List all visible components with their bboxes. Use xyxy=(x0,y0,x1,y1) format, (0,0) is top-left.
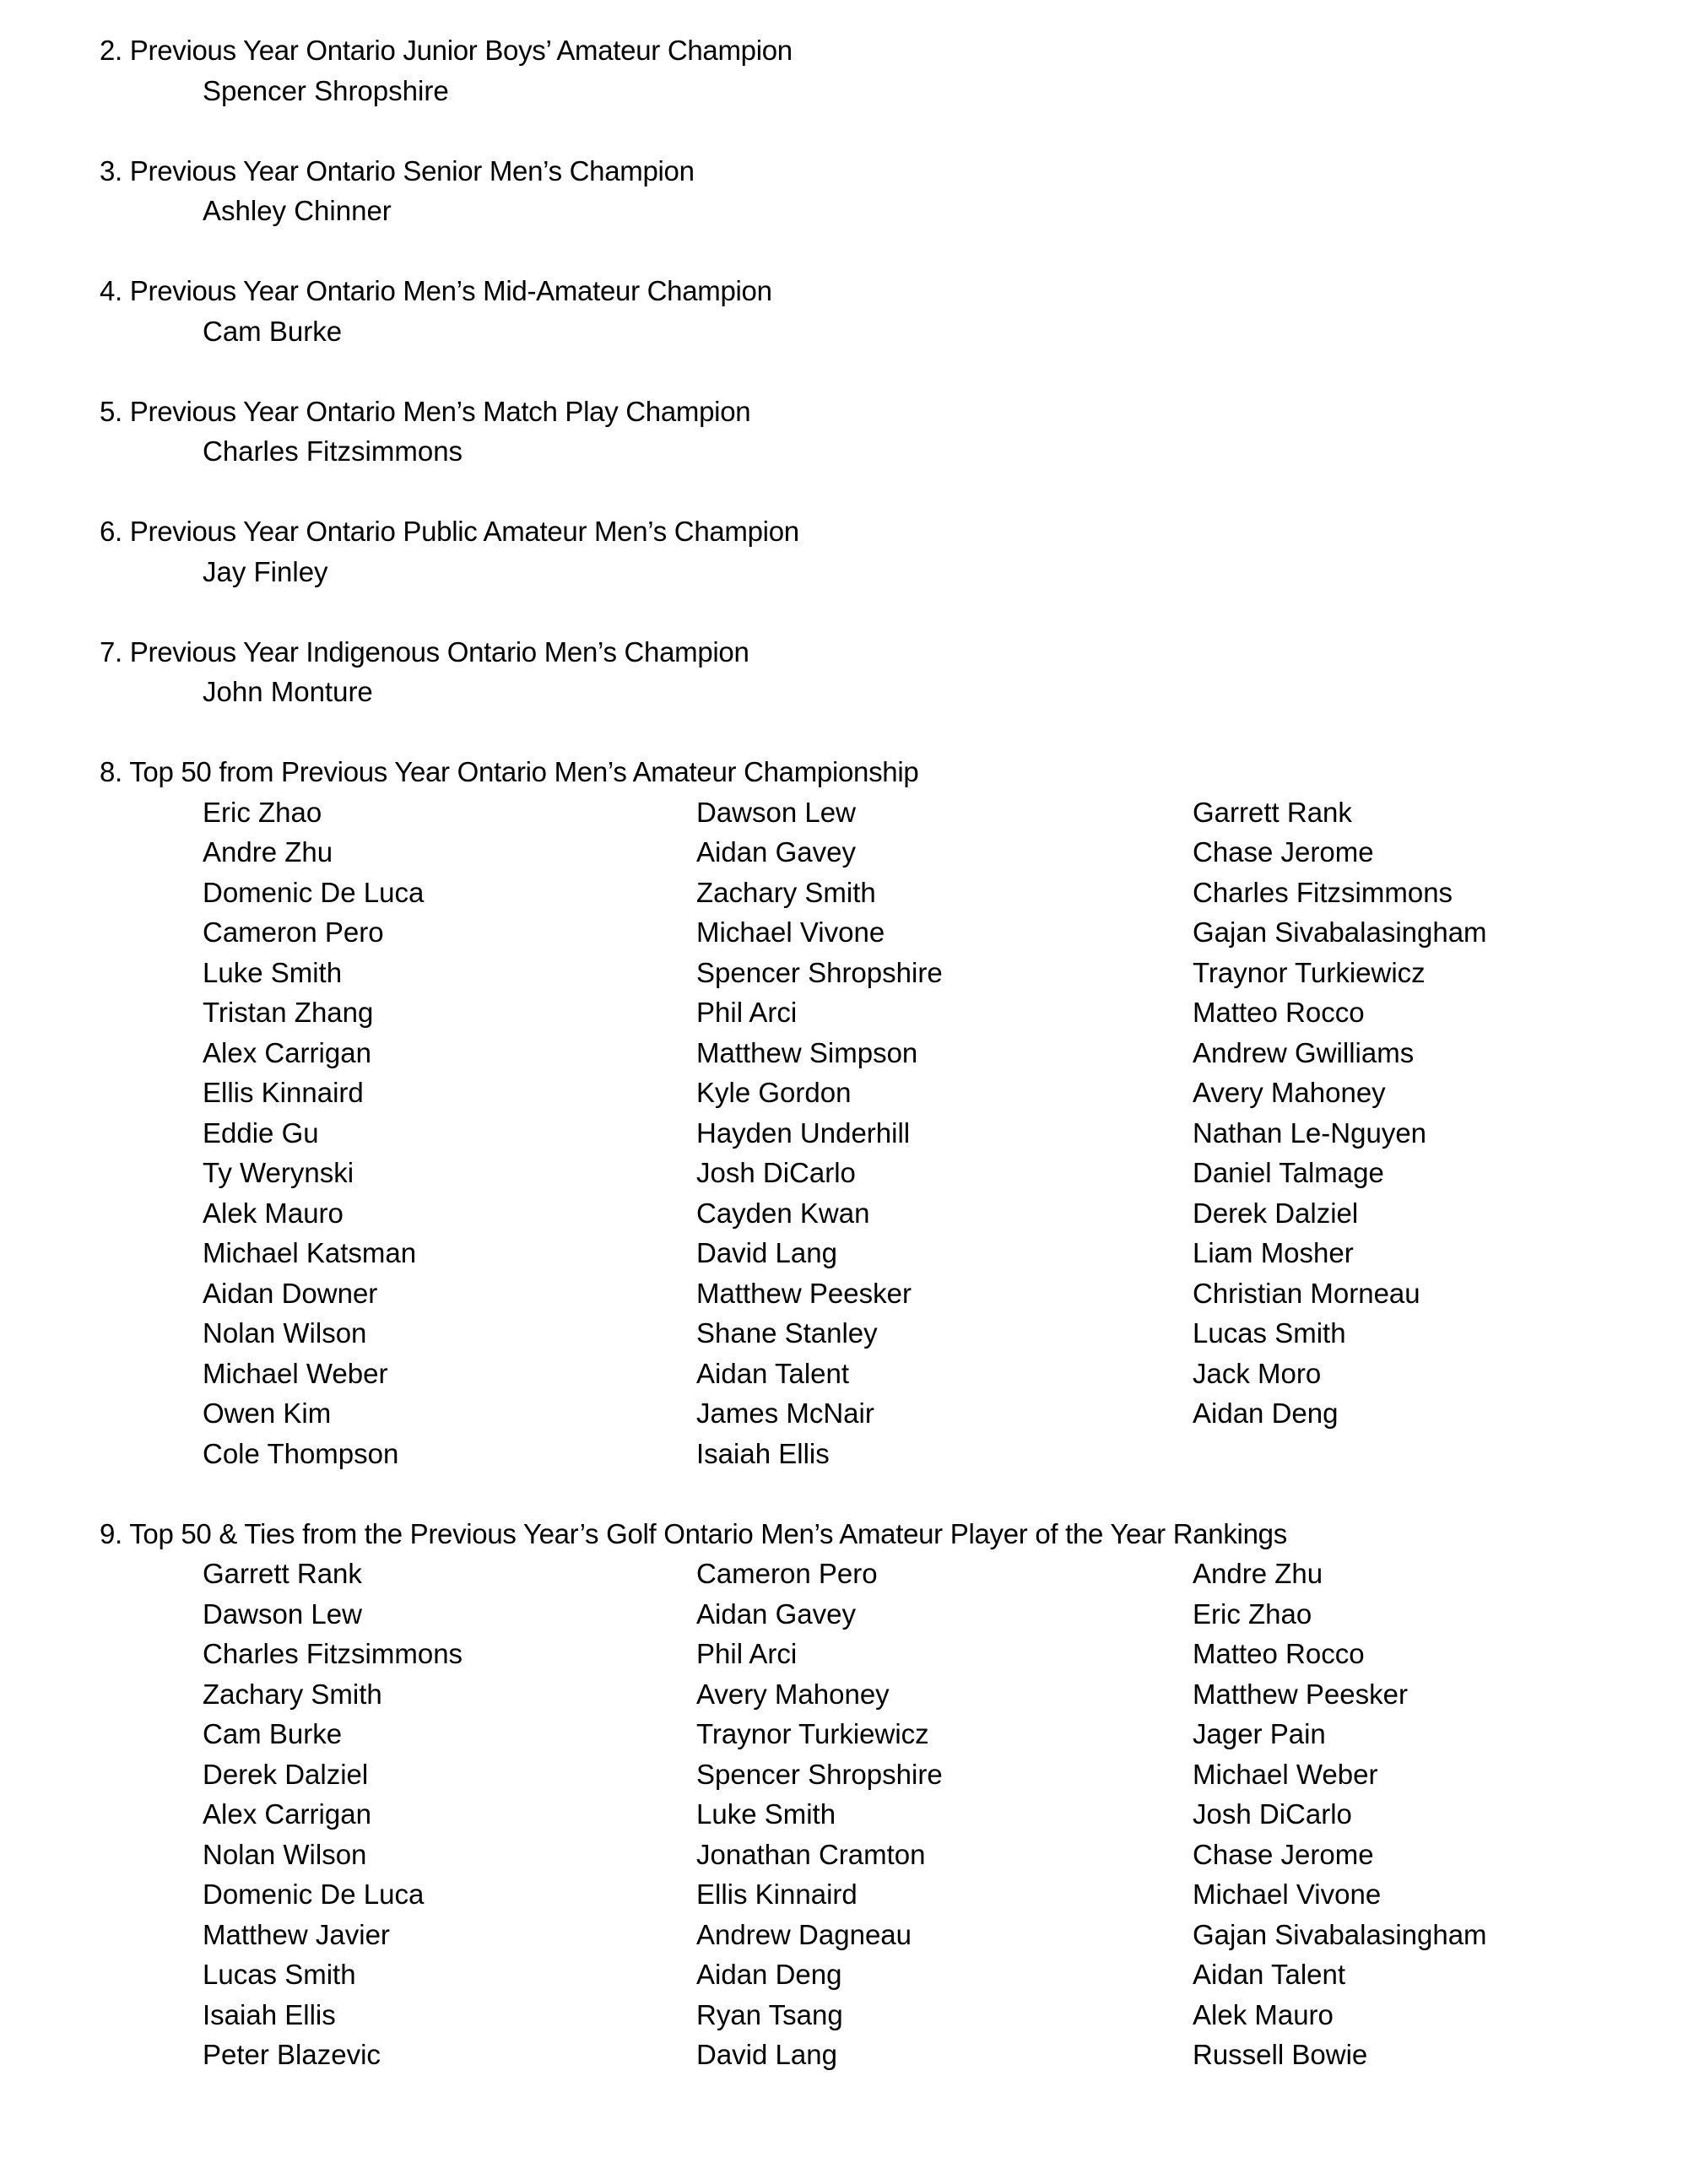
player-name: Andre Zhu xyxy=(203,836,333,868)
player-name: Traynor Turkiewicz xyxy=(1193,956,1426,988)
player-name: Luke Smith xyxy=(696,1798,836,1830)
section-heading: 8. Top 50 from Previous Year Ontario Men’s Amateur Championship xyxy=(100,756,919,787)
section-public-amateur-champion xyxy=(100,511,1654,592)
champion-name: Charles Fitzsimmons xyxy=(203,435,463,467)
section-heading: 2. Previous Year Ontario Junior Boys’ Amateur Champion xyxy=(100,35,793,66)
player-name: Peter Blazevic xyxy=(203,2039,381,2070)
player-name: Christian Morneau xyxy=(1193,1277,1420,1309)
player-name: Nolan Wilson xyxy=(203,1838,367,1870)
player-name: Phil Arci xyxy=(696,1638,798,1669)
player-name: Shane Stanley xyxy=(696,1317,878,1349)
player-name: Cameron Pero xyxy=(203,916,384,948)
section-heading: 9. Top 50 & Ties from the Previous Year’s Golf Ontario Men’s Amateur Player of the Year Rankings xyxy=(100,1517,1287,1549)
names-column-2 xyxy=(696,792,1193,1474)
player-name: Aidan Deng xyxy=(696,1959,842,1990)
section-senior-mens-champion xyxy=(100,151,1654,231)
player-name: David Lang xyxy=(696,1237,837,1268)
player-name: Spencer Shropshire xyxy=(696,1758,943,1790)
player-name: Alek Mauro xyxy=(203,1197,344,1229)
player-name: Owen Kim xyxy=(203,1397,332,1429)
player-name: Avery Mahoney xyxy=(696,1678,890,1710)
player-name: Ellis Kinnaird xyxy=(203,1077,364,1108)
player-name: Aidan Talent xyxy=(696,1357,850,1389)
player-name: Zachary Smith xyxy=(203,1678,382,1710)
player-name: Hayden Underhill xyxy=(696,1116,911,1149)
player-name: Andrew Dagneau xyxy=(696,1918,912,1950)
player-name: Aidan Deng xyxy=(1193,1397,1339,1429)
player-name: Michael Katsman xyxy=(203,1237,417,1268)
player-name: Garrett Rank xyxy=(203,1558,362,1589)
player-name: Derek Dalziel xyxy=(203,1758,369,1790)
player-name: Michael Weber xyxy=(1193,1758,1378,1790)
player-name: Isaiah Ellis xyxy=(203,1998,336,2030)
player-name: Matthew Simpson xyxy=(696,1036,918,1068)
player-name: Alex Carrigan xyxy=(203,1036,371,1068)
player-name: Liam Mosher xyxy=(1193,1237,1354,1268)
player-name: Kyle Gordon xyxy=(696,1077,852,1108)
player-name: Andre Zhu xyxy=(1193,1558,1323,1589)
champion-name: Cam Burke xyxy=(203,315,343,347)
player-name: Traynor Turkiewicz xyxy=(696,1718,929,1749)
section-top50-rankings xyxy=(100,1514,1654,2075)
player-name: Aidan Talent xyxy=(1193,1959,1346,1990)
player-name: Cole Thompson xyxy=(203,1437,399,1469)
player-name: Dawson Lew xyxy=(696,796,856,828)
player-name: Avery Mahoney xyxy=(1193,1077,1386,1108)
section-match-play-champion xyxy=(100,392,1654,472)
player-name: Charles Fitzsimmons xyxy=(1193,876,1453,908)
player-name: Dawson Lew xyxy=(203,1597,362,1630)
player-name: Domenic De Luca xyxy=(203,876,425,908)
player-name: Cameron Pero xyxy=(696,1558,878,1589)
section-heading: 4. Previous Year Ontario Men’s Mid-Amateur Champion xyxy=(100,275,772,306)
player-name: Garrett Rank xyxy=(1193,796,1352,828)
player-name: Josh DiCarlo xyxy=(1193,1798,1352,1830)
player-name: Jager Pain xyxy=(1193,1718,1326,1749)
player-name: Alex Carrigan xyxy=(203,1798,371,1830)
player-name: Matthew Peesker xyxy=(1193,1678,1408,1710)
player-name: Phil Arci xyxy=(696,997,798,1028)
player-name: David Lang xyxy=(696,2039,837,2070)
names-column-3 xyxy=(1193,1554,1654,2075)
player-name: Lucas Smith xyxy=(1193,1317,1346,1349)
section-mid-amateur-champion xyxy=(100,271,1654,351)
player-name: Luke Smith xyxy=(203,956,343,988)
player-name: Derek Dalziel xyxy=(1193,1197,1359,1229)
player-name: Michael Vivone xyxy=(1193,1879,1382,1910)
player-name: Michael Vivone xyxy=(696,916,885,948)
player-name: Jonathan Cramton xyxy=(696,1838,926,1870)
player-name: Tristan Zhang xyxy=(203,997,374,1028)
player-name: Lucas Smith xyxy=(203,1959,356,1990)
player-name: Jack Moro xyxy=(1193,1357,1322,1389)
player-name: Eric Zhao xyxy=(203,796,322,828)
section-indigenous-champion xyxy=(100,632,1654,712)
player-name: Nathan Le-Nguyen xyxy=(1193,1116,1427,1149)
names-column-3 xyxy=(1193,792,1654,1474)
player-name: Eric Zhao xyxy=(1193,1597,1312,1630)
player-name: Matteo Rocco xyxy=(1193,1638,1365,1669)
section-top50-championship xyxy=(100,752,1654,1473)
section-heading: 7. Previous Year Indigenous Ontario Men’s Champion xyxy=(100,635,749,668)
player-name: Andrew Gwilliams xyxy=(1193,1036,1415,1068)
champion-name: Ashley Chinner xyxy=(203,195,392,226)
player-name: Michael Weber xyxy=(203,1357,388,1389)
names-column-1 xyxy=(203,1554,696,2075)
section-junior-boys-champion xyxy=(100,30,1654,111)
player-name: Aidan Gavey xyxy=(696,1597,856,1630)
champion-name: John Monture xyxy=(203,676,373,707)
player-name: Alek Mauro xyxy=(1193,1998,1334,2030)
player-name: Matthew Javier xyxy=(203,1918,390,1950)
player-name: Eddie Gu xyxy=(203,1116,319,1149)
player-name: Gajan Sivabalasingham xyxy=(1193,916,1487,948)
player-name: Charles Fitzsimmons xyxy=(203,1638,463,1669)
player-name: Spencer Shropshire xyxy=(696,956,943,988)
player-name: Daniel Talmage xyxy=(1193,1157,1384,1188)
champion-name: Spencer Shropshire xyxy=(203,74,449,106)
section-heading: 6. Previous Year Ontario Public Amateur Men’s Champion xyxy=(100,516,799,547)
names-column-1 xyxy=(203,792,696,1474)
player-name: Josh DiCarlo xyxy=(696,1157,856,1188)
champion-name: Jay Finley xyxy=(203,555,328,587)
player-name: Nolan Wilson xyxy=(203,1317,367,1349)
player-name: Gajan Sivabalasingham xyxy=(1193,1918,1487,1950)
player-name: James McNair xyxy=(696,1397,874,1429)
player-name: Isaiah Ellis xyxy=(696,1437,830,1469)
player-name: Chase Jerome xyxy=(1193,1838,1374,1870)
section-heading: 5. Previous Year Ontario Men’s Match Play Champion xyxy=(100,395,751,427)
player-name: Cayden Kwan xyxy=(696,1197,870,1229)
player-name: Matteo Rocco xyxy=(1193,997,1365,1028)
names-column-2 xyxy=(696,1554,1193,2075)
player-name: Aidan Downer xyxy=(203,1277,378,1309)
player-name: Matthew Peesker xyxy=(696,1277,912,1309)
player-name: Ryan Tsang xyxy=(696,1998,843,2030)
player-name: Ellis Kinnaird xyxy=(696,1879,858,1910)
player-name: Chase Jerome xyxy=(1193,836,1374,868)
player-name: Domenic De Luca xyxy=(203,1879,425,1910)
section-heading: 3. Previous Year Ontario Senior Men’s Champion xyxy=(100,154,695,187)
names-columns xyxy=(203,1554,1654,2075)
player-name: Ty Werynski xyxy=(203,1157,354,1188)
player-name: Aidan Gavey xyxy=(696,836,856,868)
player-name: Zachary Smith xyxy=(696,876,876,908)
player-name: Cam Burke xyxy=(203,1718,343,1749)
names-columns xyxy=(203,792,1654,1474)
player-name: Russell Bowie xyxy=(1193,2039,1368,2070)
